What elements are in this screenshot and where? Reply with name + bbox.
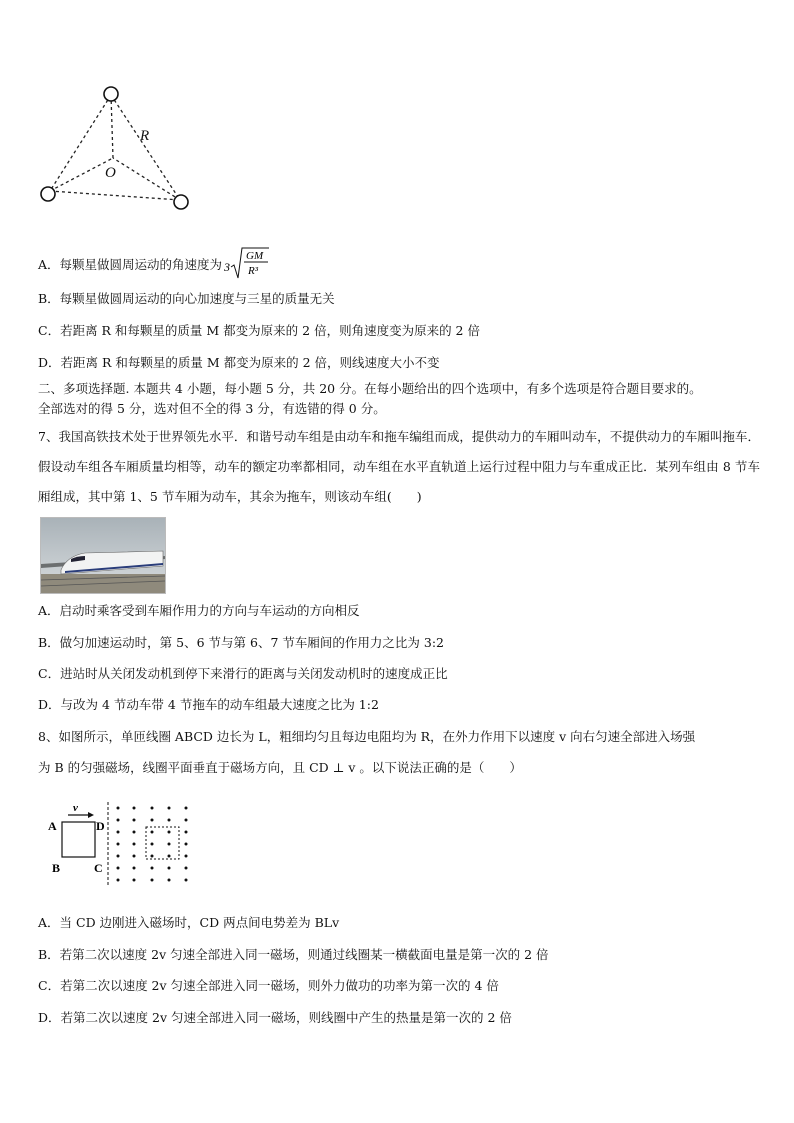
q7-option-b: B．做匀加速运动时，第 5、6 节与第 6、7 节车厢间的作用力之比为 3:2 (38, 635, 444, 650)
coil-square (62, 822, 95, 857)
field-dot (133, 831, 136, 834)
field-dot (185, 867, 188, 870)
q7-option-a: A．启动时乘客受到车厢作用力的方向与车运动的方向相反 (38, 603, 360, 618)
field-dot (117, 867, 120, 870)
q8-stem-line1: 8、如图所示，单匝线圈 ABCD 边长为 L，粗细均匀且每边电阻均为 R，在外力作用下以速度 v 向右匀速全部进入场强 (38, 729, 696, 744)
field-dot (168, 867, 171, 870)
formula-omega (224, 246, 270, 285)
field-dot (168, 879, 171, 882)
label-o: O (105, 165, 116, 181)
label-c: C (94, 861, 103, 875)
field-dot (168, 843, 171, 846)
label-a: A (48, 819, 57, 833)
q7-stem: 7、我国高铁技术处于世界领先水平．和谐号动车组是由动车和拖车编组而成，提供动力的车厢叫动车，不提供动力的车厢叫拖车．假设动车组各车厢质量均相等，动车的额定功率都相同，动车组在水平直轨道上运行过程中阻力与车重成正比．某列车组由 8 节车厢组成，其中第 1、5 节车厢为动车，其余为拖车，则该动车组( ) (38, 429, 760, 504)
train-photo (40, 517, 166, 594)
field-dot (151, 879, 154, 882)
field-dot (133, 819, 136, 822)
field-dot (117, 807, 120, 810)
q7-option-d: D．与改为 4 节动车带 4 节拖车的动车组最大速度之比为 1:2 (38, 697, 379, 712)
field-dot (168, 819, 171, 822)
q6-option-d: D．若距离 R 和每颗星的质量 M 都变为原来的 2 倍，则线速度大小不变 (38, 355, 440, 370)
q7-option-c: C．进站时从关闭发动机到停下来滑行的距离与关闭发动机时的速度成正比 (38, 666, 448, 681)
label-v: v (73, 802, 78, 814)
star-right (174, 195, 188, 209)
q8-option-b: B．若第二次以速度 2v 匀速全部进入同一磁场，则通过线圈某一横截面电量是第一次的 2 倍 (38, 947, 549, 962)
label-b: B (52, 861, 61, 875)
label-r: R (140, 128, 150, 144)
field-dot (185, 855, 188, 858)
field-dot (185, 879, 188, 882)
field-dot (151, 819, 154, 822)
field-dot (151, 867, 154, 870)
field-dot (168, 855, 171, 858)
q6-option-c: C．若距离 R 和每颗星的质量 M 都变为原来的 2 倍，则角速度变为原来的 2 倍 (38, 323, 480, 338)
q6-option-b: B．每颗星做圆周运动的向心加速度与三星的质量无关 (38, 291, 335, 306)
field-dot (185, 819, 188, 822)
q8-stem-line2: 为 B 的匀强磁场，线圈平面垂直于磁场方向，且 CD ⊥ v 。以下说法正确的是（ ） (38, 760, 522, 775)
formula-numerator: GM (246, 250, 264, 262)
field-dot (133, 855, 136, 858)
field-dot (133, 807, 136, 810)
field-dot (185, 843, 188, 846)
section-2-heading-line2: 全部选对的得 5 分，选对但不全的得 3 分，有选错的得 0 分。 (38, 401, 386, 416)
field-dot (168, 807, 171, 810)
field-dot (151, 855, 154, 858)
field-dot (185, 831, 188, 834)
star-left (41, 187, 55, 201)
formula-denominator: R³ (248, 265, 259, 277)
q8-option-a: A．当 CD 边刚进入磁场时，CD 两点间电势差为 BLv (38, 915, 340, 930)
field-dot (117, 855, 120, 858)
three-star-figure (30, 78, 200, 218)
star-top (104, 87, 118, 101)
q8-option-c: C．若第二次以速度 2v 匀速全部进入同一磁场，则外力做功的功率为第一次的 4 倍 (38, 978, 499, 993)
field-dot (151, 831, 154, 834)
field-dot (168, 831, 171, 834)
section-2-heading-line1: 二、多项选择题. 本题共 4 小题，每小题 5 分，共 20 分。在每小题给出的四个选项中，有多个选项是符合题目要求的。 (38, 381, 702, 396)
field-dot (133, 867, 136, 870)
coil-magnetic-field-figure (44, 800, 204, 890)
label-d: D (96, 819, 105, 833)
formula-coef: 3 (224, 260, 231, 274)
field-dot (133, 879, 136, 882)
field-dot (117, 879, 120, 882)
field-dot (117, 831, 120, 834)
q6-option-a-text: A．每颗星做圆周运动的角速度为 (38, 257, 223, 272)
field-dot (117, 819, 120, 822)
field-dot (185, 807, 188, 810)
q8-option-d: D．若第二次以速度 2v 匀速全部进入同一磁场，则线圈中产生的热量是第一次的 2 倍 (38, 1010, 512, 1025)
q6-option-a (38, 246, 270, 285)
field-dot (151, 843, 154, 846)
field-dot (133, 843, 136, 846)
field-dot (151, 807, 154, 810)
field-dot (117, 843, 120, 846)
